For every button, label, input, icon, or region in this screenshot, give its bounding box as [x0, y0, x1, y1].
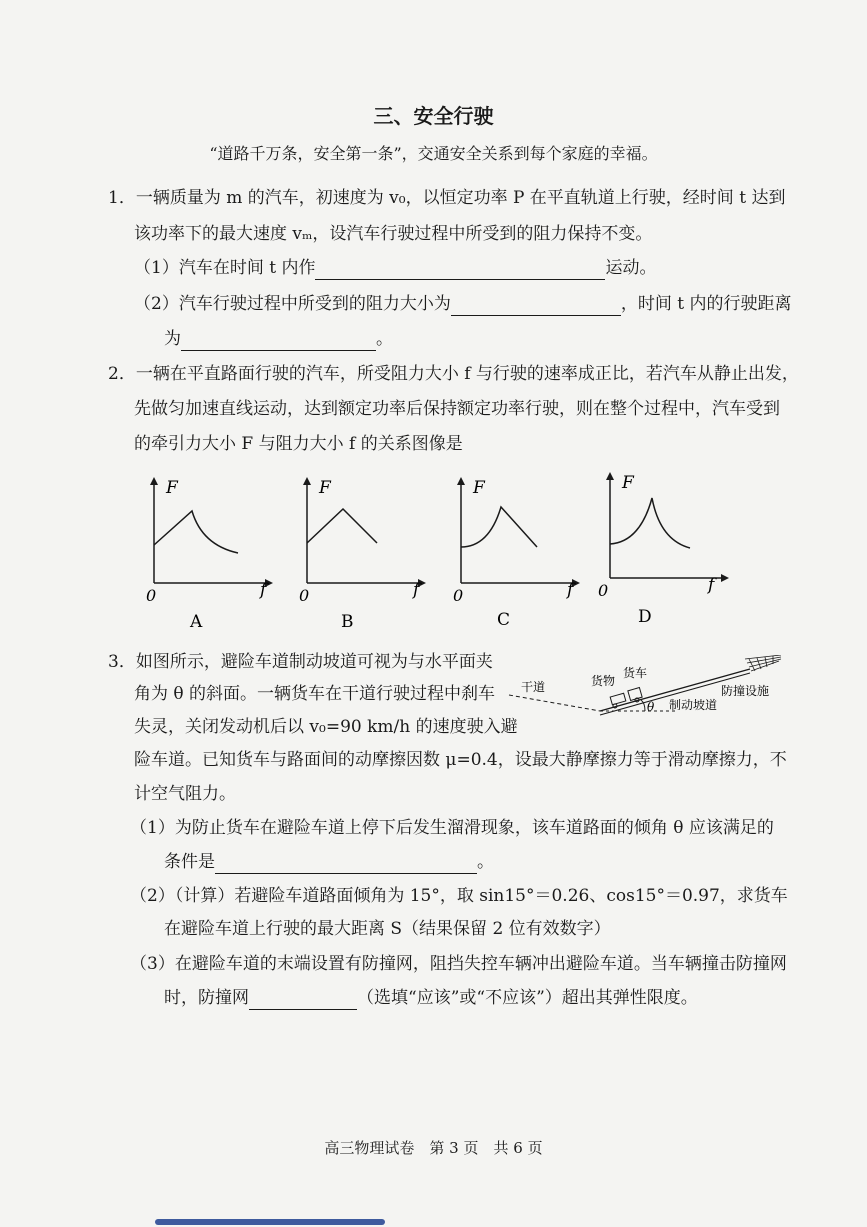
q2-line2: 先做匀加速直线运动，达到额定功率后保持额定功率行驶，则在整个过程中，汽车受到 [134, 399, 780, 419]
q1-part1-blank[interactable] [315, 261, 605, 280]
q3-part2-line1: （2）（计算）若避险车道路面倾角为 15°，取 sin15°＝0.26、cos15°＝0.97，求货车 [130, 886, 788, 906]
q3-part1-line2 [164, 850, 494, 874]
option-a-y-label: F [166, 478, 178, 498]
q3-line2: 角为 θ 的斜面。一辆货车在干道行驶过程中刹车 [134, 684, 496, 704]
q1-line2: 该功率下的最大速度 vₘ，设汽车行驶过程中所受到的阻力保持不变。 [134, 224, 653, 244]
escape-ramp-diagram [505, 655, 785, 730]
option-d-x-label: f [708, 575, 715, 595]
diagram-barrier-label: 防撞设施 [721, 684, 770, 698]
diagram-truck-label: 货车 [623, 666, 648, 680]
q3-part1-prefix: 条件是 [164, 852, 215, 872]
option-b-label: B [341, 612, 354, 632]
q1-part2-line2-suffix: 。 [376, 329, 393, 349]
q2-line1: 2．一辆在平直路面行驶的汽车，所受阻力大小 f 与行驶的速率成正比，若汽车从静止出发， [108, 364, 799, 384]
q3-part1-blank[interactable] [215, 855, 477, 874]
page-footer: 高三物理试卷 第 3 页 共 6 页 [324, 1139, 543, 1157]
q3-line1: 3．如图所示，避险车道制动坡道可视为与水平面夹 [108, 652, 493, 672]
option-d-label: D [638, 607, 652, 627]
q3-part1-line1: （1）为防止货车在避险车道上停下后发生溜滑现象，该车道路面的倾角 θ 应该满足的 [130, 818, 774, 838]
q3-part3-blank[interactable] [249, 991, 357, 1010]
q1-part1-prefix: （1）汽车在时间 t 内作 [134, 258, 316, 278]
q3-part2-line2: 在避险车道上行驶的最大距离 S（结果保留 2 位有效数字） [164, 919, 611, 939]
q1-part1 [134, 256, 656, 280]
q3-part3-prefix: 时，防撞网 [164, 988, 249, 1008]
q3-part3-line2 [164, 986, 698, 1010]
option-b-origin: 0 [299, 586, 310, 605]
option-d-origin: 0 [598, 581, 609, 600]
q3-line3: 失灵，关闭发动机后以 v₀=90 km/h 的速度驶入避 [134, 717, 518, 737]
diagram-angle-label: θ [647, 700, 655, 714]
q1-part2-blank-a[interactable] [451, 297, 621, 316]
bottom-edge-mark [155, 1219, 385, 1225]
option-c-y-label: F [473, 478, 485, 498]
section-title: 三、安全行驶 [373, 104, 494, 128]
option-b-x-label: f [413, 580, 420, 600]
q1-part1-suffix: 运动。 [605, 258, 657, 278]
q1-part2 [134, 292, 791, 316]
option-c-label: C [497, 610, 511, 630]
option-a-graph[interactable] [140, 475, 280, 639]
q2-line3: 的牵引力大小 F 与阻力大小 f 的关系图像是 [134, 434, 463, 454]
option-d-graph[interactable] [596, 470, 736, 634]
q3-part3-suffix: （选填“应该”或“不应该”）超出其弹性限度。 [357, 988, 698, 1008]
option-a-x-label: f [260, 580, 267, 600]
q3-line4: 险车道。已知货车与路面间的动摩擦因数 μ=0.4，设最大静摩擦力等于滑动摩擦力，不 [134, 750, 787, 770]
diagram-brake-slope-label: 制动坡道 [669, 698, 718, 712]
diagram-main-road-label: 干道 [521, 680, 546, 694]
option-a-label: A [190, 612, 203, 632]
option-b-graph[interactable] [293, 475, 433, 639]
q1-part2-prefix: （2）汽车行驶过程中所受到的阻力大小为 [134, 294, 451, 314]
q1-part2-line2 [164, 327, 393, 351]
option-c-origin: 0 [453, 586, 464, 605]
section-subtitle: “道路千万条，安全第一条”，交通安全关系到每个家庭的幸福。 [209, 144, 658, 163]
q3-part1-suffix: 。 [477, 852, 494, 872]
q1-part2-line2-prefix: 为 [164, 329, 181, 349]
diagram-cargo-label: 货物 [591, 674, 616, 688]
q3-part3-line1: （3）在避险车道的末端设置有防撞网，阻挡失控车辆冲出避险车道。当车辆撞击防撞网 [130, 954, 787, 974]
q1-part2-blank-b[interactable] [181, 332, 376, 351]
option-a-origin: 0 [146, 586, 157, 605]
option-c-graph[interactable] [447, 475, 587, 639]
q1-line1: 1．一辆质量为 m 的汽车，初速度为 v₀，以恒定功率 P 在平直轨道上行驶，经时间 t 达到 [108, 188, 786, 208]
option-c-x-label: f [567, 580, 574, 600]
option-d-y-label: F [622, 473, 634, 493]
q1-part2-suffix: ，时间 t 内的行驶距离 [620, 294, 792, 314]
q3-line5: 计空气阻力。 [134, 784, 236, 804]
option-b-y-label: F [319, 478, 331, 498]
